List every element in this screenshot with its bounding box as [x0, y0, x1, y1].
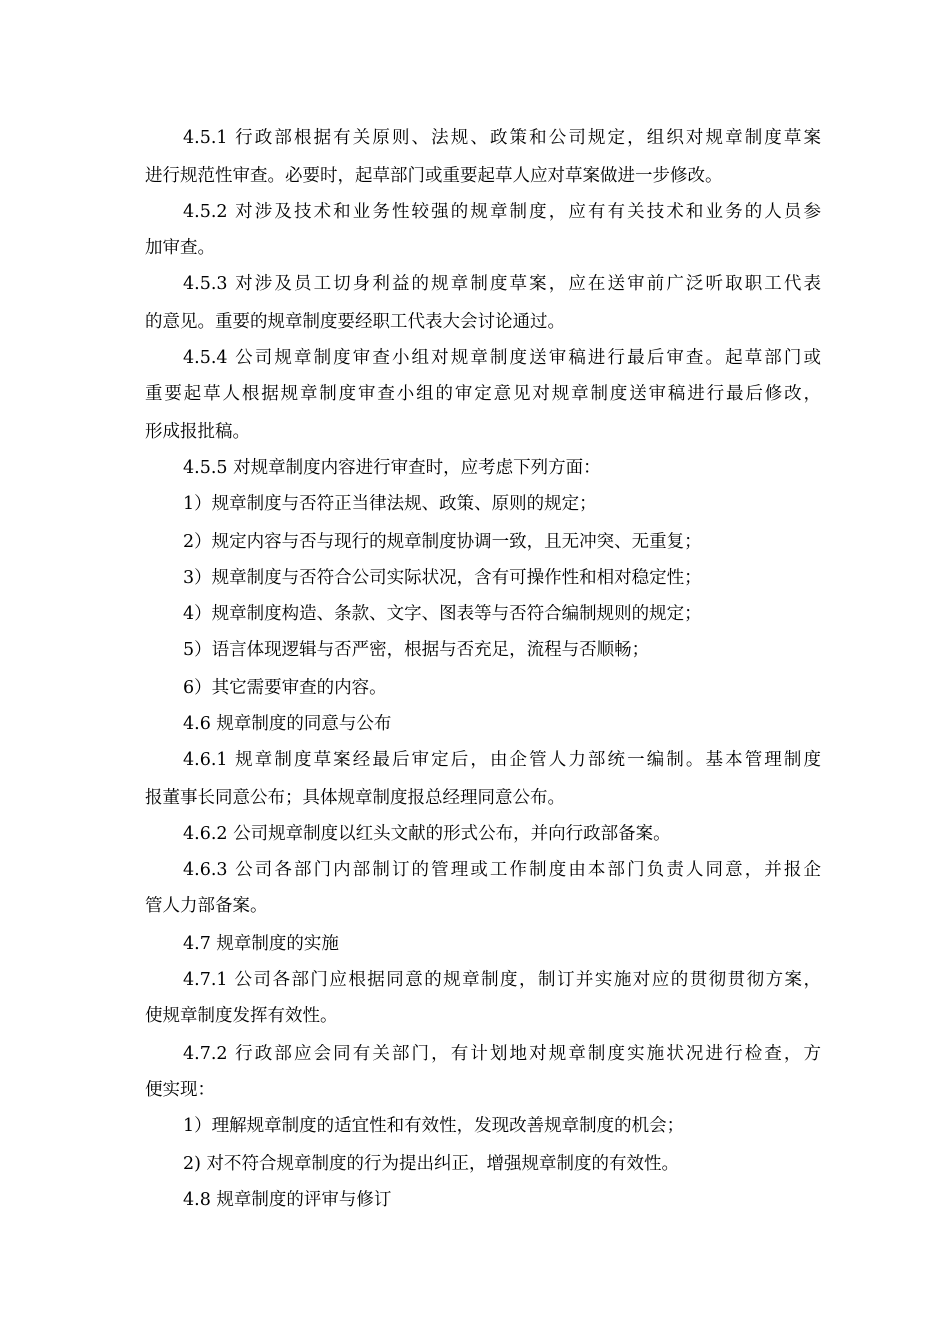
list-item-4: 4）规章制度构造、条款、文字、图表等与否符合编制规则的规定； — [183, 604, 702, 624]
list-item-correct: 2) 对不符合规章制度的行为提出纠正，增强规章制度的有效性。 — [183, 1154, 680, 1174]
clause-4-5-3-line-1: 4.5.3 对涉及员工切身利益的规章制度草案，应在送审前广泛听取职工代表 — [183, 274, 821, 294]
clause-4-5-1-line-2: 进行规范性审查。必要时，起草部门或重要起草人应对草案做进一步修改。 — [145, 166, 723, 186]
clause-4-7-1-line-1: 4.7.1 公司各部门应根据同意的规章制度，制订并实施对应的贯彻贯彻方案， — [183, 970, 821, 990]
clause-4-7-2-line-2: 便实现： — [145, 1080, 215, 1100]
clause-4-6-1-line-1: 4.6.1 规章制度草案经最后审定后，由企管人力部统一编制。基本管理制度 — [183, 750, 821, 770]
list-item-understand: 1）理解规章制度的适宜性和有效性，发现改善规章制度的机会； — [183, 1116, 685, 1136]
list-item-5: 5）语言体现逻辑与否严密，根据与否充足，流程与否顺畅； — [183, 640, 650, 660]
clause-4-5-2-line-1: 4.5.2 对涉及技术和业务性较强的规章制度，应有有关技术和业务的人员参 — [183, 202, 821, 222]
clause-4-5-4-line-2: 重要起草人根据规章制度审查小组的审定意见对规章制度送审稿进行最后修改， — [145, 384, 821, 404]
clause-4-6-1-line-2: 报董事长同意公布；具体规章制度报总经理同意公布。 — [145, 788, 565, 808]
list-item-3: 3）规章制度与否符合公司实际状况，含有可操作性和相对稳定性； — [183, 568, 702, 588]
clause-4-6-3-line-1: 4.6.3 公司各部门内部制订的管理或工作制度由本部门负责人同意，并报企 — [183, 860, 821, 880]
clause-4-5-5: 4.5.5 对规章制度内容进行审查时，应考虑下列方面： — [183, 458, 601, 478]
clause-4-7-2-line-1: 4.7.2 行政部应会同有关部门，有计划地对规章制度实施状况进行检查，方 — [183, 1044, 821, 1064]
clause-4-5-4-line-3: 形成报批稿。 — [145, 422, 250, 442]
list-item-2: 2）规定内容与否与现行的规章制度协调一致，且无冲突、无重复； — [183, 532, 702, 552]
clause-4-5-4-line-1: 4.5.4 公司规章制度审查小组对规章制度送审稿进行最后审查。起草部门或 — [183, 348, 821, 368]
list-item-1: 1）规章制度与否符正当律法规、政策、原则的规定； — [183, 494, 597, 514]
list-item-6: 6）其它需要审查的内容。 — [183, 678, 387, 698]
clause-4-5-1-line-1: 4.5.1 行政部根据有关原则、法规、政策和公司规定，组织对规章制度草案 — [183, 128, 821, 148]
section-4-8-heading: 4.8 规章制度的评审与修订 — [183, 1190, 392, 1210]
clause-4-6-2: 4.6.2 公司规章制度以红头文献的形式公布，并向行政部备案。 — [183, 824, 671, 844]
clause-4-6-3-line-2: 管人力部备案。 — [145, 896, 268, 916]
section-4-6-heading: 4.6 规章制度的同意与公布 — [183, 714, 392, 734]
clause-4-5-2-line-2: 加审查。 — [145, 238, 215, 258]
clause-4-7-1-line-2: 使规章制度发挥有效性。 — [145, 1006, 338, 1026]
section-4-7-heading: 4.7 规章制度的实施 — [183, 934, 339, 954]
clause-4-5-3-line-2: 的意见。重要的规章制度要经职工代表大会讨论通过。 — [145, 312, 565, 332]
